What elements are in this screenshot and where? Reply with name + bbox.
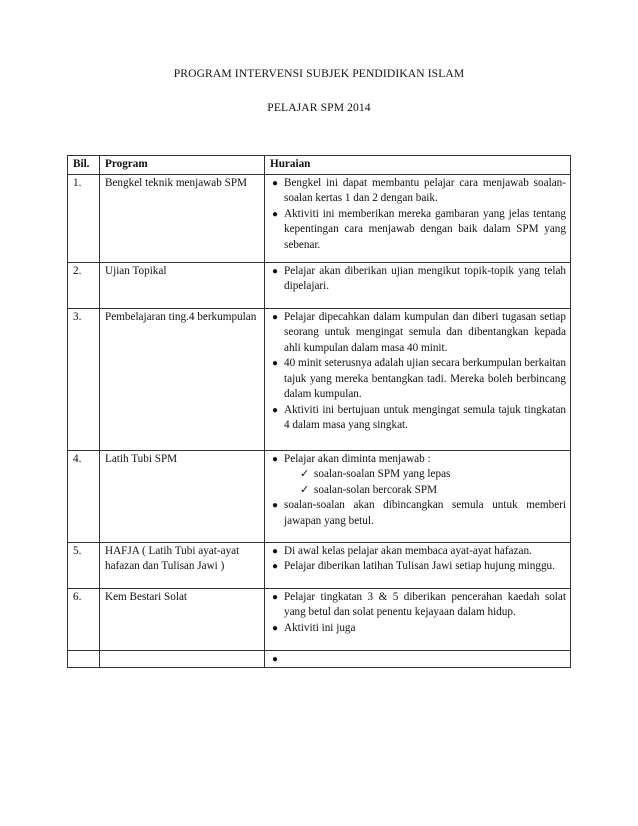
row-bil	[68, 650, 100, 668]
bullet-icon: ●	[272, 591, 279, 603]
program-table	[67, 155, 571, 668]
bullet-icon: ●	[272, 358, 279, 369]
header-huraian: Huraian	[265, 156, 571, 175]
list-item: ● Pelajar tingkatan 3 & 5 diberikan pencerahan kaedah solat yang betul dan solat penentu kejayaan dalam hidup.	[272, 590, 566, 618]
row-huraian	[265, 174, 571, 262]
bullet-icon: ●	[272, 653, 279, 665]
header-bil: Bil.	[68, 156, 100, 175]
table-row-empty	[68, 650, 571, 668]
row-program: Kem Bestari Solat	[100, 588, 265, 650]
table-row	[68, 450, 571, 542]
list-item: ● soalan-soalan akan dibincangkan semula untuk memberi jawapan yang betul.	[272, 499, 566, 527]
bullet-icon: ●	[272, 453, 279, 465]
bullet-icon: ●	[272, 500, 279, 511]
checkmark-icon: ✓	[300, 468, 310, 480]
row-bil: 6.	[68, 588, 100, 650]
row-huraian	[265, 308, 571, 450]
bullet-icon: ●	[272, 177, 279, 189]
list-item: ● Di awal kelas pelajar akan membaca ayat-ayat hafazan.	[270, 544, 566, 560]
bullet-icon: ●	[272, 622, 279, 634]
row-program: Bengkel teknik menjawab SPM	[100, 174, 265, 262]
sub-list-item: ✓ soalan-soalan SPM yang lepas	[300, 467, 566, 483]
bullet-icon: ●	[272, 404, 279, 416]
bullet-icon: ●	[272, 208, 279, 220]
list-item: ● Pelajar dipecahkan dalam kumpulan dan diberi tugasan setiap seorang untuk mengingat semula dan dibentangkan kepada ahli kumpulan dalam masa 40 minit.	[272, 310, 566, 354]
list-item: ● Pelajar akan diberikan ujian mengikut topik-topik yang telah dipelajari.	[272, 264, 566, 292]
document-title: PROGRAM INTERVENSI SUBJEK PENDIDIKAN ISLAM	[173, 67, 465, 80]
table-row	[68, 308, 571, 450]
row-bil: 1.	[68, 174, 100, 262]
list-item	[270, 652, 566, 668]
row-program: Pembelajaran ting.4 berkumpulan	[100, 308, 265, 450]
row-bil: 5.	[68, 542, 100, 588]
checkmark-icon: ✓	[300, 483, 310, 496]
document-subtitle: PELAJAR SPM 2014	[267, 101, 371, 114]
list-item: ● Pelajar akan diminta menjawab : ✓ soalan-soalan SPM yang lepas ✓ soalan-solan bercorak SPM	[270, 452, 566, 499]
row-huraian	[265, 450, 571, 542]
row-huraian	[265, 262, 571, 308]
list-item: ● Aktiviti ini memberikan mereka gambaran yang jelas tentang kepentingan cara menjawab dengan baik dalam SPM yang sebenar.	[272, 207, 566, 251]
list-item: ● Bengkel ini dapat membantu pelajar cara menjawab soalan-soalan kertas 1 dan 2 dengan baik.	[272, 176, 566, 204]
row-bil: 4.	[68, 450, 100, 542]
row-program: HAFJA ( Latih Tubi ayat-ayat hafazan dan Tulisan Jawi )	[100, 542, 265, 588]
header-row	[68, 156, 571, 175]
bullet-icon: ●	[272, 311, 279, 323]
bullet-icon: ●	[272, 265, 279, 277]
table-row	[68, 262, 571, 308]
row-program: Ujian Topikal	[100, 262, 265, 308]
sub-list-item: ✓ soalan-solan bercorak SPM	[300, 483, 566, 499]
row-bil: 3.	[68, 308, 100, 450]
row-huraian	[265, 542, 571, 588]
bullet-icon: ●	[272, 561, 279, 572]
row-huraian	[265, 588, 571, 650]
table-row	[68, 588, 571, 650]
table-row	[68, 174, 571, 262]
list-item: ● Aktiviti ini juga	[270, 621, 566, 637]
list-item: ● Aktiviti ini bertujuan untuk mengingat semula tajuk tingkatan 4 dalam masa yang singkat.	[272, 403, 566, 431]
list-item: ● 40 minit seterusnya adalah ujian secara berkumpulan berkaitan tajuk yang mereka bentangkan tadi. Mereka boleh berbincang dalam kumpulan.	[272, 357, 566, 400]
table-row	[68, 542, 571, 588]
row-program: Latih Tubi SPM	[100, 450, 265, 542]
header-program: Program	[100, 156, 265, 175]
row-huraian	[265, 650, 571, 668]
list-item: ● Pelajar diberikan latihan Tulisan Jawi setiap hujung minggu.	[270, 559, 566, 575]
row-bil: 2.	[68, 262, 100, 308]
bullet-icon: ●	[272, 545, 279, 557]
row-program	[100, 650, 265, 668]
